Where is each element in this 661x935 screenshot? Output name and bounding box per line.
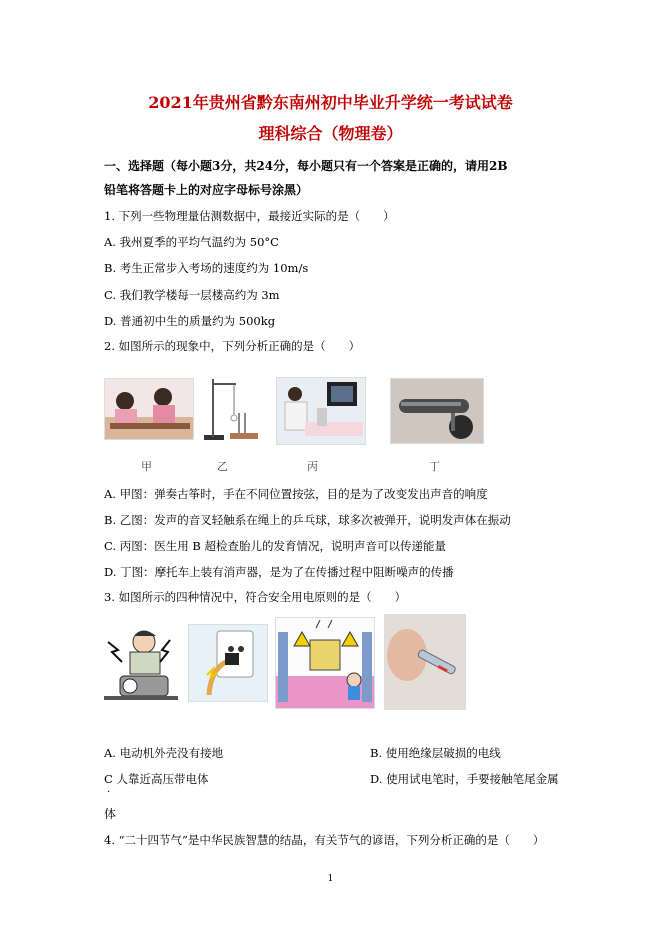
caption-yi: 乙 xyxy=(217,460,228,473)
q3-stem: 3. 如图所示的四种情况中，符合安全用电原则的是（ ） xyxy=(104,590,407,604)
q2-option-a: A. 甲图：弹奏古筝时，手在不同位置按弦，目的是为了改变发出声音的响度 xyxy=(104,487,488,501)
section-heading-1: 一、选择题（每小题3分，共24分，每小题只有一个答案是正确的，请用2B xyxy=(104,159,508,173)
test-pen-illustration xyxy=(385,615,465,709)
q1-option-a: A. 我州夏季的平均气温约为 50°C xyxy=(104,235,279,249)
q1-option-d: D. 普通初中生的质量约为 500kg xyxy=(104,314,276,328)
motorcycle-muffler-image xyxy=(390,378,484,444)
tuning-fork-image xyxy=(200,375,262,443)
q3-option-d-continued: 体 xyxy=(104,807,117,821)
motor-shock-illustration xyxy=(100,622,182,702)
q3-option-b: B. 使用绝缘层破损的电线 xyxy=(370,746,501,760)
high-voltage-illustration xyxy=(276,618,374,708)
q3-option-a: A. 电动机外壳没有接地 xyxy=(104,746,224,760)
caption-bing: 丙 xyxy=(307,460,318,473)
test-pen-image xyxy=(384,614,466,710)
damaged-wire-illustration xyxy=(189,625,267,701)
q1-option-c: C. 我们教学楼每一层楼高约为 3m xyxy=(104,288,280,302)
q2-option-b: B. 乙图：发声的音叉轻触系在绳上的乒乓球，球多次被弹开，说明发声体在振动 xyxy=(104,513,511,527)
ultrasound-illustration xyxy=(277,378,365,444)
q2-option-d: D. 丁图：摩托车上装有消声器，是为了在传播过程中阻断噪声的传播 xyxy=(104,565,454,579)
high-voltage-image xyxy=(275,617,375,709)
tuning-fork-illustration xyxy=(200,375,262,443)
q1-option-b: B. 考生正常步入考场的速度约为 10m/s xyxy=(104,261,309,275)
dot-mark: · xyxy=(107,787,111,798)
q3-option-d: D. 使用试电笔时，手要接触笔尾金属 xyxy=(370,772,559,786)
q1-stem: 1. 下列一些物理量估测数据中，最接近实际的是（ ） xyxy=(104,209,395,223)
exam-title: 2021年贵州省黔东南州初中毕业升学统一考试试卷 xyxy=(148,93,513,112)
q4-stem: 4. “二十四节气”是中华民族智慧的结晶，有关节气的谚语，下列分析正确的是（ ） xyxy=(104,833,545,847)
exam-subtitle: 理科综合（物理卷） xyxy=(258,124,403,143)
q2-stem: 2. 如图所示的现象中，下列分析正确的是（ ） xyxy=(104,339,361,353)
q2-option-c: C. 丙图：医生用 B 超检查胎儿的发育情况，说明声音可以传递能量 xyxy=(104,539,446,553)
section-heading-2: 铅笔将答题卡上的对应字母标号涂黑） xyxy=(104,183,309,197)
caption-jia: 甲 xyxy=(141,460,152,473)
q3-option-c: C 人靠近高压带电体 xyxy=(104,772,209,786)
guzheng-image xyxy=(104,378,194,440)
page-number: 1 xyxy=(327,874,334,884)
muffler-illustration xyxy=(391,379,483,443)
caption-ding: 丁 xyxy=(429,460,440,473)
damaged-wire-image xyxy=(188,624,268,702)
guzheng-illustration xyxy=(105,379,193,439)
motor-image xyxy=(100,622,182,702)
ultrasound-image xyxy=(276,377,366,445)
